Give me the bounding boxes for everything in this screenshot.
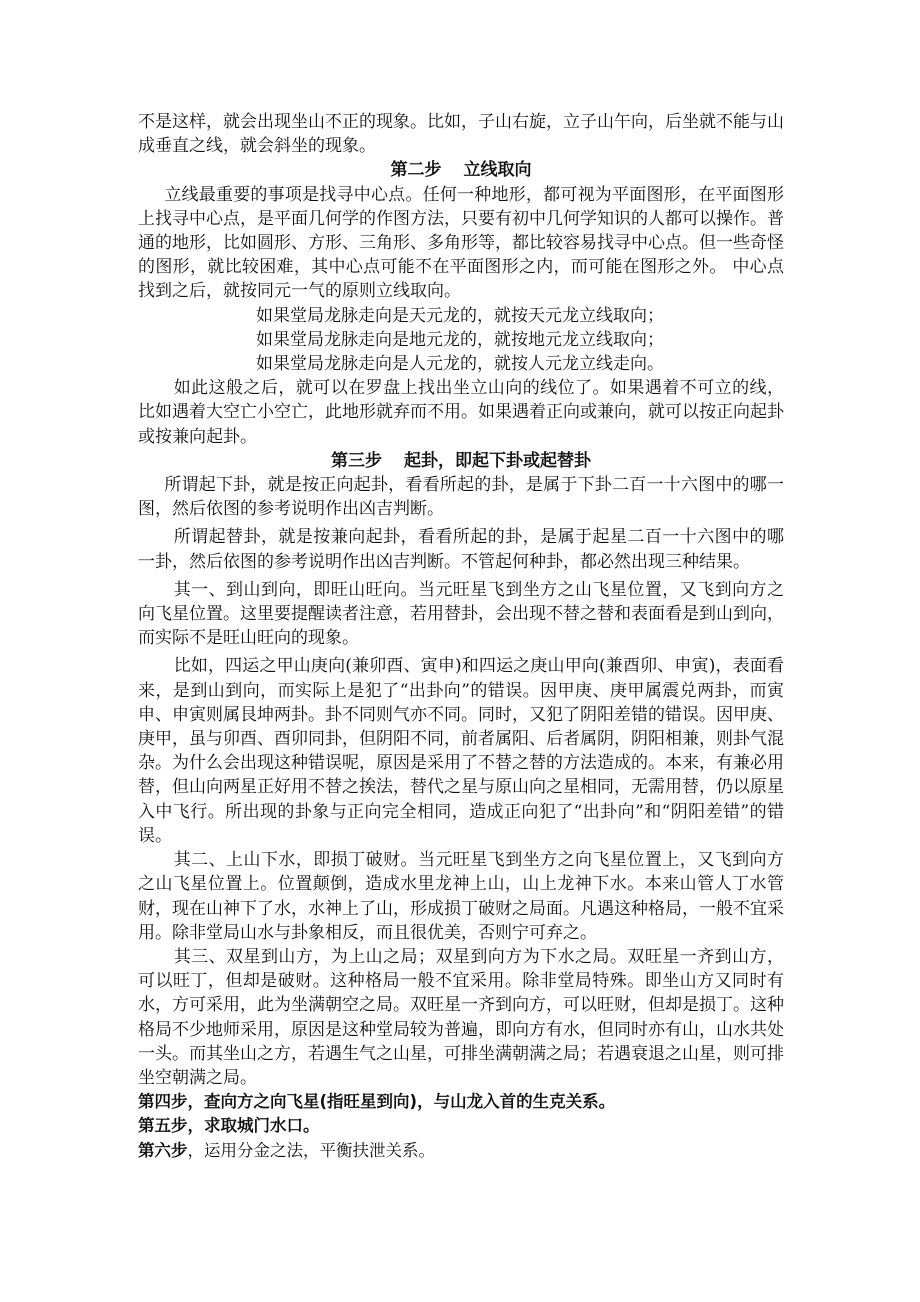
paragraph-continuation: 不是这样，就会出现坐山不正的现象。比如，子山右旋，立子山午向，后坐就不能与山成垂直之线，就会斜坐的现象。 xyxy=(138,112,784,157)
paragraph-compass-line: 如此这般之后，就可以在罗盘上找出坐立山向的线位了。如果遇着不可立的线，比如遇着大空亡小空亡，此地形就弃而不用。如果遇着正向或兼向，就可以按正向起卦或按兼向起卦。 xyxy=(138,378,784,447)
rule-line-renyuan: 如果堂局龙脉走向是人元龙的，就按人元龙立线走向。 xyxy=(256,354,664,375)
step-6-text: ，运用分金之法，平衡扶泄关系。 xyxy=(187,1140,435,1160)
section-heading-step-3 xyxy=(138,449,784,473)
step-6-line xyxy=(138,1139,784,1163)
paragraph-example: 比如，四运之甲山庚向(兼卯酉、寅申)和四运之庚山甲向(兼酉卯、申寅)，表面看来，是到山到向，而实际上是犯了“出卦向”的错误。因甲庚、庚甲属震兑两卦，而寅申、申寅则属艮坤两卦。卦不同则气亦不同。同时，又犯了阴阳差错的错误。因甲庚、庚甲，虽与卯酉、酉卯同卦，但阴阳不同，前者属阳、后者属阴，阴阳相兼，则卦气混杂。为什么会出现这种错误呢，原因是采用了不替之替的方法造成的。本来，有兼必用替，但山向两星正好用不替之挨法，替代之星与原山向之星相同，无需用替，仍以原星入中飞行。所出现的卦象与正向完全相同，造成正向犯了“出卦向”和“阴阳差错”的错误。 xyxy=(138,656,784,846)
heading-step-title: 起卦，即起下卦或起替卦 xyxy=(404,450,592,471)
heading-step-label: 第三步 xyxy=(330,450,382,471)
step-4-line: 第四步，查向方之向飞星(指旺星到向)，与山龙入首的生克关系。 xyxy=(138,1092,616,1112)
paragraph-xia-gua: 所谓起下卦，就是按正向起卦，看看所起的卦，是属于下卦二百一十六图中的哪一图，然后依图的参考说明作出凶吉判断。 xyxy=(138,475,784,520)
paragraph-ti-gua: 所谓起替卦，就是按兼向起卦，看看所起的卦，是属于起星二百一十六图中的哪一卦，然后依图的参考说明作出凶吉判断。不管起何种卦，都必然出现三种结果。 xyxy=(138,527,784,572)
paragraph-result-one: 其一、到山到向，即旺山旺向。当元旺星飞到坐方之山飞星位置，又飞到向方之向飞星位置。这里要提醒读者注意，若用替卦，会出现不替之替和表面看是到山到向，而实际不是旺山旺向的现象。 xyxy=(138,579,784,649)
document-page xyxy=(138,110,784,1163)
rule-line-diyuan: 如果堂局龙脉走向是地元龙的，就按地元龙立线取向； xyxy=(256,329,664,350)
step-5-line: 第五步，求取城门水口。 xyxy=(138,1116,320,1136)
heading-step-title: 立线取向 xyxy=(463,160,532,181)
step-6-label: 第六步 xyxy=(138,1140,188,1160)
heading-step-label: 第二步 xyxy=(390,160,442,181)
rule-line-tianyuan: 如果堂局龙脉走向是天元龙的，就按天元龙立线取向； xyxy=(256,305,664,326)
paragraph-result-two: 其二、上山下水，即损丁破财。当元旺星飞到坐方之向飞星位置上，又飞到向方之山飞星位置上。位置颠倒，造成水里龙神上山，山上龙神下水。本来山管人丁水管财，现在山神下了水，水神上了山，形成损丁破财之局面。凡遇这种格局，一般不宜采用。除非堂局山水与卦象相反，而且很优美，否则宁可弃之。 xyxy=(138,850,784,943)
paragraph-result-three: 其三、双星到山方，为上山之局；双星到向方为下水之局。双旺星一齐到山方，可以旺丁，但却是破财。这种格局一般不宜采用。除非堂局特殊。即坐山方又同时有水，方可采用，此为坐满朝空之局。双旺星一齐到向方，可以旺财，但却是损丁。这种格局不少地师采用，原因是这种堂局较为普遍，即向方有水，但同时亦有山，山水共处一头。而其坐山之方，若遇生气之山星，可排坐满朝满之局；若遇衰退之山星，则可排坐空朝满之局。 xyxy=(138,946,784,1088)
section-heading-step-2 xyxy=(138,158,784,182)
paragraph-center-point: 立线最重要的事项是找寻中心点。任何一种地形，都可视为平面图形，在平面图形上找寻中心点，是平面几何学的作图方法，只要有初中几何学知识的人都可以操作。普通的地形，比如圆形、方形、三角形、多角形等，都比较容易找寻中心点。但一些奇怪的图形，就比较困难，其中心点可能不在平面图形之内，而可能在图形之外。 中心点找到之后，就按同元一气的原则立线取向。 xyxy=(138,184,784,302)
